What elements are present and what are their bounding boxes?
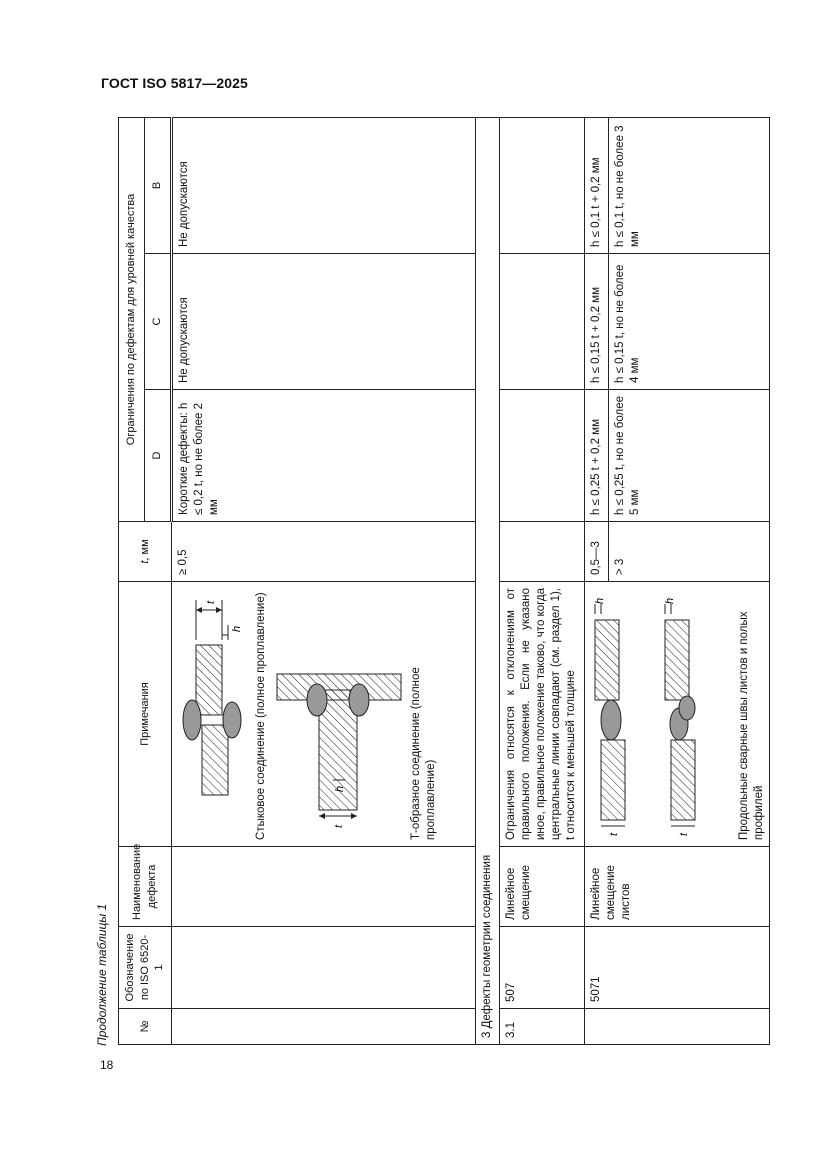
- cell-thickness: ≥ 0,5: [171, 522, 475, 582]
- cell-level-b: Не допускаются: [171, 117, 475, 253]
- header-iso-ref: Обозначение по ISO 6520-1: [119, 927, 172, 1009]
- cell-level-d-1: h ≤ 0,25 t + 0,2 мм: [584, 390, 608, 522]
- cell-level-b-2: h ≤ 0,1 t, но не более 3 мм: [608, 117, 769, 253]
- cell-defect-name: Линейное смещение листов: [584, 847, 769, 927]
- butt-joint-figure: [174, 590, 254, 840]
- cell-empty: [499, 117, 584, 253]
- cell-remark: Ограничения относятся к отклонениям от правильного положения. Если не указано иное, правильное положение таково, что когда центральные линии совпадают (см. раздел 1), t относится к меньшей толщине: [499, 582, 584, 847]
- cell-empty: [499, 254, 584, 390]
- cell-level-d: Короткие дефекты: h ≤ 0,2 t, но не более 2 мм: [171, 390, 475, 522]
- header-level-d: D: [144, 390, 171, 522]
- document-header: ГОСТ ISO 5817—2025: [101, 75, 248, 91]
- header-thickness: t, мм: [119, 522, 172, 582]
- cell-empty: [584, 1009, 769, 1045]
- svg-text:h: h: [593, 597, 606, 604]
- svg-text:t: t: [677, 832, 690, 836]
- cell-level-c-1: h ≤ 0,15 t + 0,2 мм: [584, 254, 608, 390]
- cell-figures-butt-tee: [171, 582, 475, 847]
- svg-text:t: t: [204, 600, 217, 604]
- cell-empty: [171, 847, 475, 927]
- defects-table: [118, 117, 770, 1045]
- svg-text:h: h: [663, 597, 676, 604]
- tee-joint-caption: Т-образное соединение (полное проплавление): [409, 667, 437, 840]
- butt-joint-caption: Стыковое соединение (полное проплавление): [254, 592, 267, 840]
- cell-defect-name: Линейное смещение: [499, 847, 584, 927]
- defects-table-container: [118, 118, 765, 1045]
- page-number: 18: [100, 1058, 114, 1072]
- header-quality-limits: Ограничения по дефектам для уровней качества: [119, 117, 145, 521]
- header-defect-name: Наименование дефекта: [119, 847, 172, 927]
- cell-empty: [499, 390, 584, 522]
- cell-empty: [171, 1009, 475, 1045]
- cell-empty: [499, 522, 584, 582]
- cell-iso-ref: 507: [499, 927, 584, 1009]
- section-heading: 3 Дефекты геометрии соединения: [475, 117, 499, 1044]
- header-remarks: Примечания: [119, 582, 172, 847]
- plate-misalignment-caption: Продольные сварные швы листов и полых профилей: [737, 611, 765, 840]
- cell-level-c: Не допускаются: [171, 254, 475, 390]
- header-level-b: B: [144, 117, 171, 253]
- cell-thickness-range-2: > 3: [608, 522, 769, 582]
- svg-text:h: h: [230, 625, 243, 632]
- cell-level-d-2: h ≤ 0,25 t, но не более 5 мм: [608, 390, 769, 522]
- header-no: №: [119, 1009, 172, 1045]
- svg-text:h: h: [333, 785, 346, 792]
- cell-level-c-2: h ≤ 0,15 t, но не более 4 мм: [608, 254, 769, 390]
- svg-text:t: t: [332, 824, 345, 828]
- cell-thickness-range-1: 0,5—3: [584, 522, 608, 582]
- cell-level-b-1: h ≤ 0,1 t + 0,2 мм: [584, 117, 608, 253]
- cell-figures-plates: [584, 582, 769, 847]
- cell-no: 3.1: [499, 1009, 584, 1045]
- plate-misalignment-figure: [587, 590, 737, 840]
- tee-joint-figure: [269, 590, 409, 840]
- cell-iso-ref: 5071: [584, 927, 769, 1009]
- table-continuation-caption: Продолжение таблицы 1: [95, 903, 109, 1046]
- cell-empty: [171, 927, 475, 1009]
- header-level-c: C: [144, 254, 171, 390]
- svg-text:t: t: [607, 832, 620, 836]
